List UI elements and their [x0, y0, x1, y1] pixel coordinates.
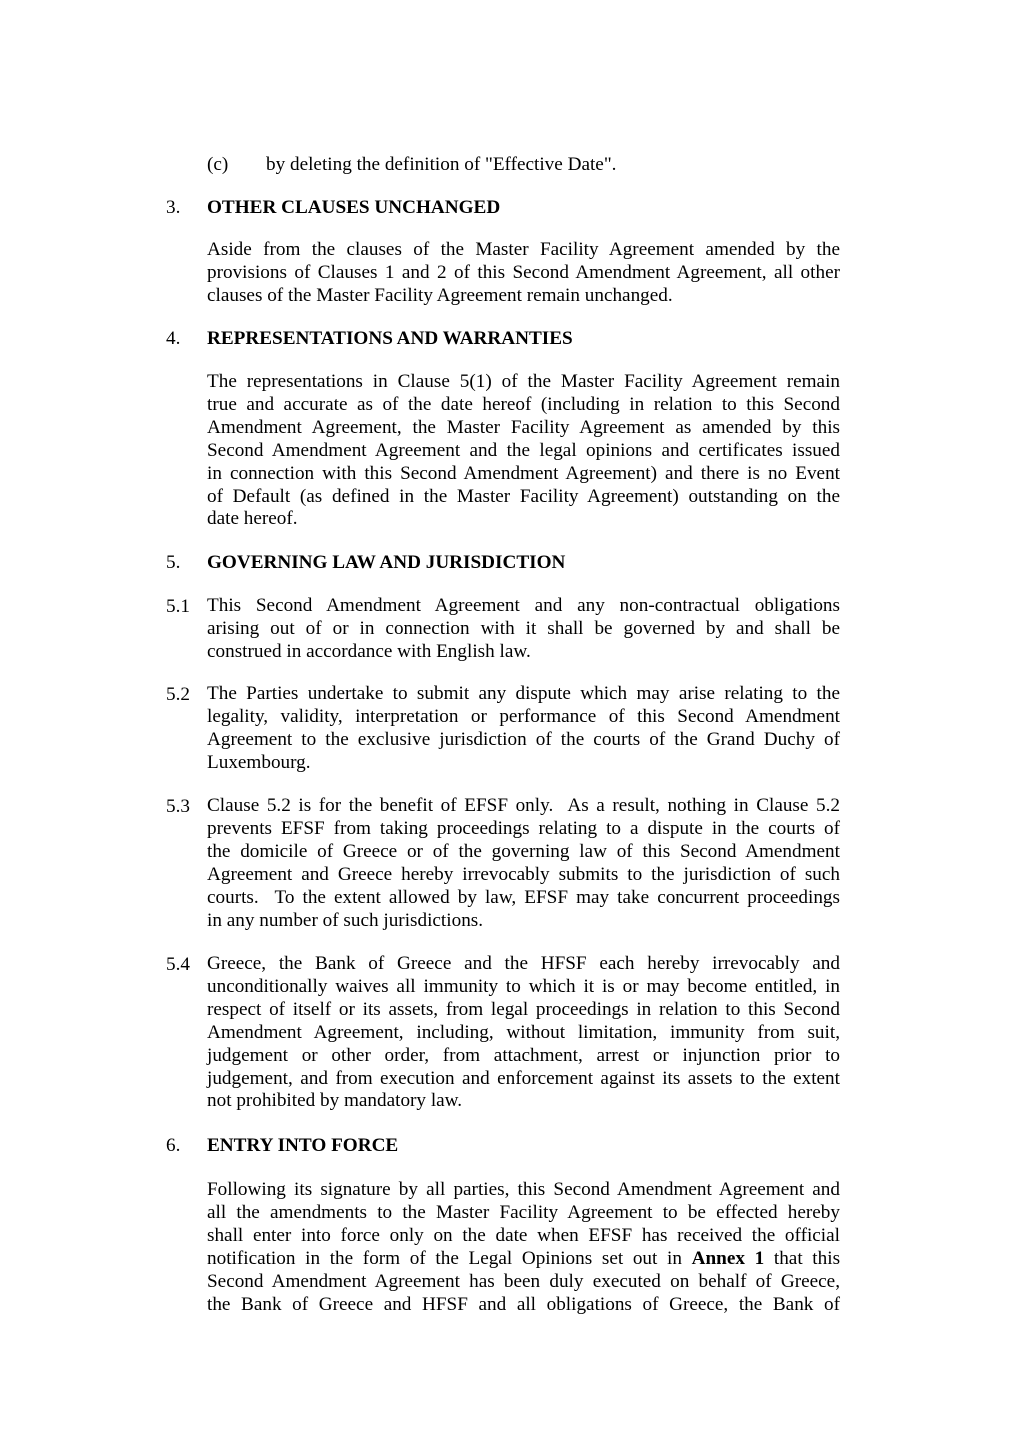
- clause-5-2-number: 5.2: [166, 684, 190, 705]
- item-c-label: (c): [207, 154, 229, 175]
- section-4-line: Second Amendment Agreement and the legal opinions and certificates issued: [207, 439, 840, 461]
- section-3-paragraph: [207, 239, 840, 308]
- clause-5-1-line: arising out of or in connection with it shall be governed by and shall be: [207, 617, 840, 639]
- clause-5-1-paragraph: [207, 595, 840, 664]
- clause-5-2-line: Luxembourg.: [207, 751, 311, 773]
- section-6-line: the Bank of Greece and HFSF and all obligations of Greece, the Bank of: [207, 1293, 840, 1315]
- clause-5-3-line: the domicile of Greece or of the governing law of this Second Amendment: [207, 840, 840, 862]
- clause-5-4-line: not prohibited by mandatory law.: [207, 1090, 463, 1112]
- clause-5-4-line: Greece, the Bank of Greece and the HFSF each hereby irrevocably and: [207, 953, 840, 974]
- clause-5-2-line: legality, validity, interpretation or performance of this Second Amendment: [207, 705, 840, 727]
- section-3-heading: OTHER CLAUSES UNCHANGED: [207, 197, 501, 218]
- item-c-text: by deleting the definition of "Effective Date".: [266, 154, 617, 175]
- section-4-paragraph: [207, 371, 840, 531]
- clause-5-4-line: judgement or other order, from attachment, arrest or injunction prior to: [207, 1044, 840, 1066]
- clause-5-1-number: 5.1: [166, 596, 190, 617]
- clause-5-4-line: Amendment Agreement, including, without limitation, immunity from suit,: [207, 1021, 840, 1043]
- section-4-number: 4.: [166, 328, 181, 349]
- section-6-line: all the amendments to the Master Facility Agreement to be effected hereby: [207, 1201, 840, 1223]
- section-4-line: The representations in Clause 5(1) of the Master Facility Agreement remain: [207, 371, 840, 392]
- section-4-line: true and accurate as of the date hereof (including in relation to this Second: [207, 393, 840, 415]
- section-3-line: provisions of Clauses 1 and 2 of this Second Amendment Agreement, all other: [207, 261, 840, 283]
- clause-5-4-line: unconditionally waives all immunity to which it is or may become entitled, in: [207, 975, 840, 997]
- section-6-heading: ENTRY INTO FORCE: [207, 1135, 399, 1156]
- clause-5-3-number: 5.3: [166, 796, 190, 817]
- section-6-number: 6.: [166, 1135, 181, 1156]
- section-3-line: Aside from the clauses of the Master Facility Agreement amended by the: [207, 239, 840, 260]
- clause-5-4-paragraph: [207, 953, 840, 1113]
- clause-5-2-line: Agreement to the exclusive jurisdiction of the courts of the Grand Duchy of: [207, 728, 840, 750]
- section-4-heading: REPRESENTATIONS AND WARRANTIES: [207, 328, 573, 349]
- clause-5-2-line: The Parties undertake to submit any dispute which may arise relating to the: [207, 683, 840, 704]
- clause-5-4-number: 5.4: [166, 954, 190, 975]
- section-3-number: 3.: [166, 197, 181, 218]
- section-6-line: Following its signature by all parties, this Second Amendment Agreement and: [207, 1179, 840, 1200]
- section-4-line: Amendment Agreement, the Master Facility Agreement as amended by this: [207, 416, 840, 438]
- clause-5-3-line: prevents EFSF from taking proceedings relating to a dispute in the courts of: [207, 817, 840, 839]
- section-6-line-start: notification in the form of the Legal Opinions set out in: [207, 1247, 682, 1269]
- clause-5-4-line: respect of itself or its assets, from legal proceedings in relation to this Second: [207, 998, 840, 1020]
- clause-5-3-line: Agreement and Greece hereby irrevocably submits to the jurisdiction of such: [207, 863, 840, 885]
- section-6-paragraph: [207, 1179, 840, 1316]
- clause-5-3-line: Clause 5.2 is for the benefit of EFSF only. As a result, nothing in Clause 5.2: [207, 795, 840, 816]
- section-5-heading: GOVERNING LAW AND JURISDICTION: [207, 552, 566, 573]
- section-4-line: date hereof.: [207, 508, 298, 530]
- clause-5-3-paragraph: [207, 795, 840, 932]
- section-6-line: Second Amendment Agreement has been duly executed on behalf of Greece,: [207, 1270, 840, 1292]
- section-4-line: in connection with this Second Amendment Agreement) and there is no Event: [207, 462, 840, 484]
- clause-5-3-line: in any number of such jurisdictions.: [207, 909, 484, 931]
- clause-5-1-line: This Second Amendment Agreement and any non-contractual obligations: [207, 595, 840, 616]
- clause-5-4-line: judgement, and from execution and enforcement against its assets to the extent: [207, 1067, 840, 1089]
- clause-5-1-line: construed in accordance with English law.: [207, 640, 531, 662]
- section-6-line-end: that this: [773, 1247, 841, 1269]
- section-3-line: clauses of the Master Facility Agreement remain unchanged.: [207, 284, 673, 306]
- annex-reference: Annex 1: [691, 1247, 765, 1269]
- section-6-line-with-annex: [207, 1248, 840, 1271]
- section-5-number: 5.: [166, 552, 181, 573]
- clause-5-2-paragraph: [207, 683, 840, 775]
- clause-5-3-line: courts. To the extent allowed by law, EFSF may take concurrent proceedings: [207, 886, 840, 908]
- section-6-line: shall enter into force only on the date when EFSF has received the official: [207, 1224, 840, 1246]
- section-4-line: of Default (as defined in the Master Facility Agreement) outstanding on the: [207, 485, 840, 507]
